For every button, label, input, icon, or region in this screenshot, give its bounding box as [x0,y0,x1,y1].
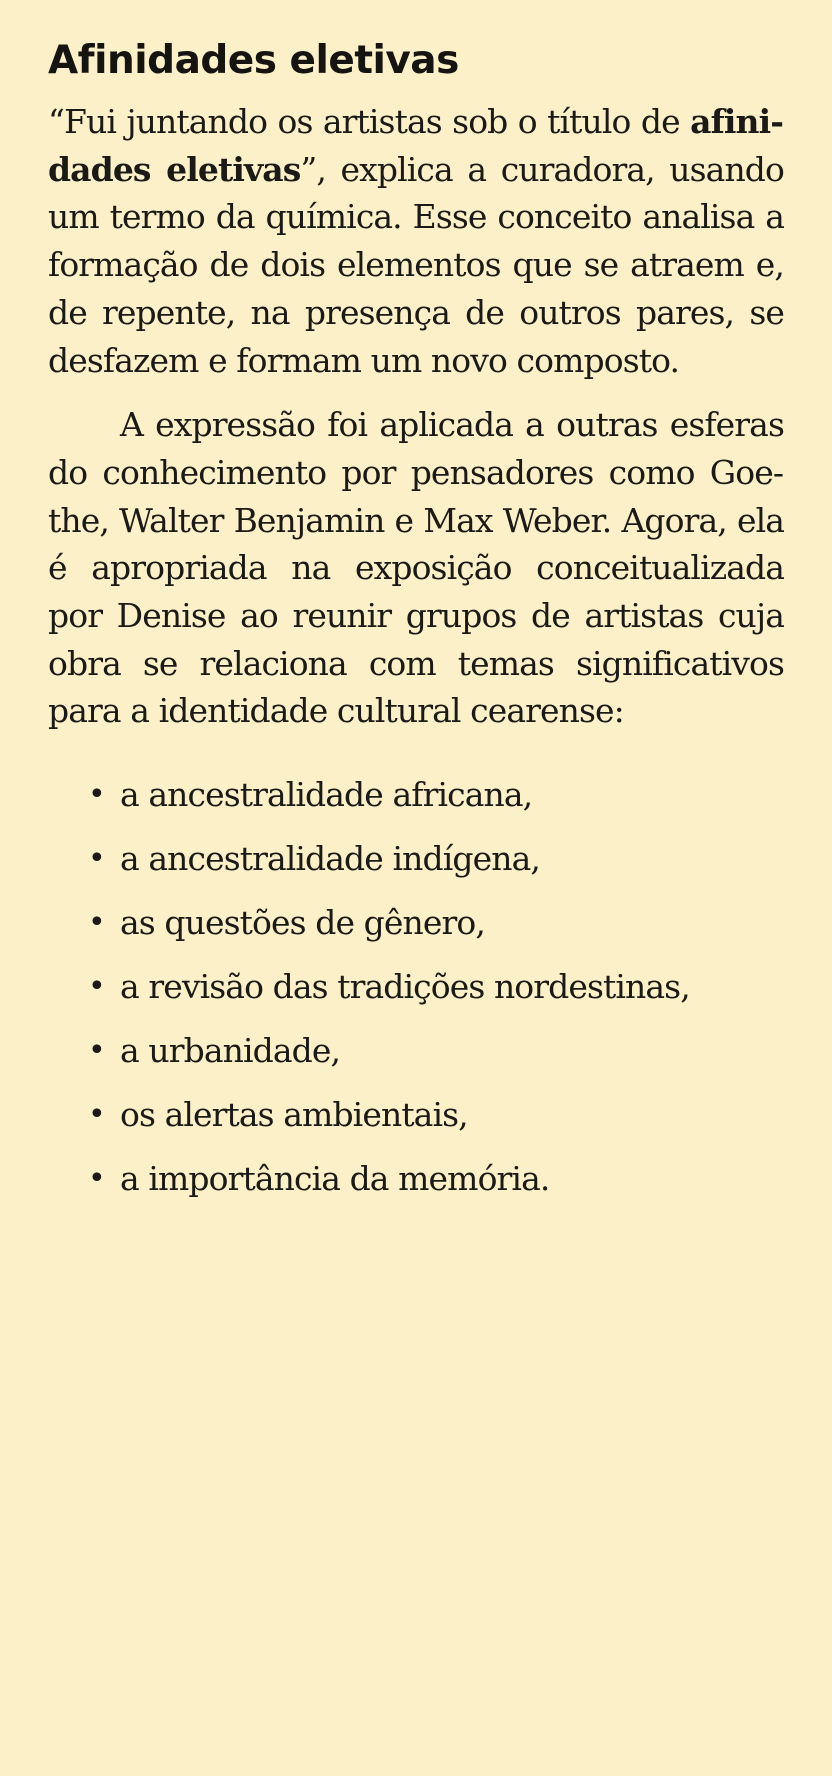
list-item [48,1147,784,1211]
paragraph-expression: A expressão foi aplicada a outras esferas do conhecimento por pensadores como Goethe, Walter Benjamin e Max Weber. Agora, ela é apropriada na exposição conceitualizada por Denise ao reunir grupos de artistas cuja obra se relaciona com temas significativos para a identidade cultural cearense: [48,405,784,731]
bullet-icon: • [88,1161,105,1197]
section-heading: Afinidades eletivas [48,38,459,83]
topics-list [48,763,784,1211]
bullet-icon: • [88,969,105,1005]
list-item [48,891,784,955]
list-item-text: a ancestralidade africana, [120,775,533,815]
bullet-icon: • [88,905,105,941]
bullet-icon: • [88,1097,105,1133]
list-item [48,763,784,827]
list-item [48,1083,784,1147]
bullet-icon: • [88,1033,105,1069]
list-item [48,955,784,1019]
list-item [48,827,784,891]
quote-open-text: “Fui juntando os artistas sob o título de [48,102,691,141]
list-item-text: os alertas ambientais, [120,1095,468,1135]
paragraph-intro [48,98,784,384]
list-item-text: as questões de gênero, [120,903,485,943]
list-item [48,1019,784,1083]
term-bold-part-1: afini [690,102,784,141]
article [48,30,784,1211]
list-item-text: a urbanidade, [120,1031,341,1071]
bullet-icon: • [88,777,105,813]
quote-close-text: ”, explica a curadora, usando um termo da química. Esse conceito analisa a formação de dois elementos que se atraem e, de repente, na presença de outros pares, se desfazem e formam um novo composto. [48,149,784,380]
list-item-text: a revisão das tradições nordestinas, [120,967,690,1007]
list-item-text: a importância da memória. [120,1159,550,1199]
list-item-text: a ancestralidade indígena, [120,839,540,879]
term-bold-part-2: dades eletivas [48,149,301,189]
bullet-icon: • [88,841,105,877]
